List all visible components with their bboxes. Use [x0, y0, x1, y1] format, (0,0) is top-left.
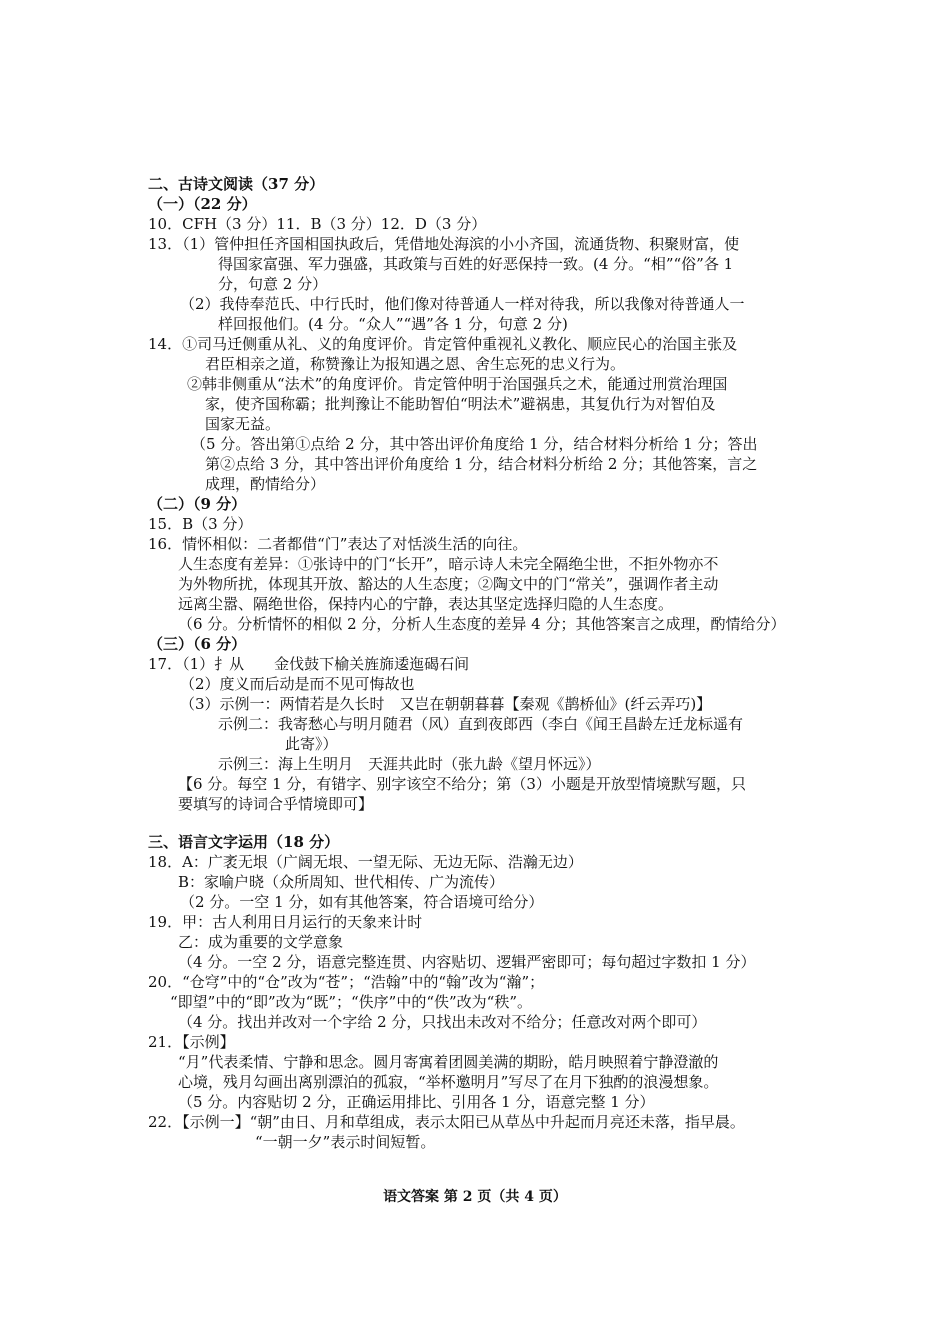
- answer-line: 家，使齐国称霸；批判豫让不能助智伯“明法术”避祸患，其复仇行为对智伯及: [205, 395, 716, 413]
- answer-line: 18．A：广袤无垠（广阔无垠、一望无际、无边无际、浩瀚无边）: [148, 853, 583, 871]
- answer-line: 16．情怀相似：二者都借“门”表达了对恬淡生活的向往。: [148, 535, 528, 553]
- scoring-note: 要填写的诗词合乎情境即可】: [178, 795, 374, 813]
- answer-line: 21．【示例】: [148, 1033, 235, 1051]
- scoring-note: （4 分。找出并改对一个字给 2 分，只找出未改对不给分；任意改对两个即可）: [178, 1013, 707, 1031]
- page-footer: 语文答案 第 2 页（共 4 页）: [383, 1189, 567, 1205]
- answer-line: 17．（1）扌从 金伐鼓下榆关旌旆逶迤碣石间: [148, 655, 470, 673]
- scoring-note: （5 分。内容贴切 2 分，正确运用排比、引用各 1 分，语意完整 1 分）: [178, 1093, 655, 1111]
- section-heading: 二、古诗文阅读（37 分）: [148, 175, 325, 193]
- section-heading: 三、语言文字运用（18 分）: [148, 833, 340, 851]
- scoring-note: （4 分。一空 2 分，语意完整连贯、内容贴切、逻辑严密即可；每句超过字数扣 1 分）: [178, 953, 756, 971]
- answer-line: 为外物所扰，体现其开放、豁达的人生态度；②陶文中的门“常关”，强调作者主动: [178, 575, 719, 593]
- answer-line: 乙：成为重要的文学意象: [178, 933, 344, 951]
- scoring-note: （2 分。一空 1 分，如有其他答案，符合语境可给分）: [180, 893, 544, 911]
- subsection-heading: （一）（22 分）: [148, 195, 257, 213]
- answer-line: 10．CFH（3 分）11．B（3 分）12．D（3 分）: [148, 215, 487, 233]
- answer-line: 得国家富强、军力强盛，其政策与百姓的好恶保持一致。(4 分。“相”“俗”各 1: [218, 255, 734, 273]
- answer-line: 15．B（3 分）: [148, 515, 253, 533]
- answer-line: 14．①司马迁侧重从礼、义的角度评价。肯定管仲重视礼义教化、顺应民心的治国主张及: [148, 335, 738, 353]
- answer-line: 22．【示例一】“朝”由日、月和草组成，表示太阳已从草丛中升起而月亮还未落，指早晨。: [148, 1113, 745, 1131]
- answer-line: “月”代表柔情、宁静和思念。圆月寄寓着团圆美满的期盼，皓月映照着宁静澄澈的: [178, 1053, 719, 1071]
- answer-line: 分，句意 2 分）: [218, 275, 328, 293]
- answer-line: 20．“仓穹”中的“仓”改为“苍”；“浩翰”中的“翰”改为“瀚”；: [148, 973, 545, 991]
- answer-line: 19．甲：古人利用日月运行的天象来计时: [148, 913, 423, 931]
- answer-line: （2）我侍奉范氏、中行氏时，他们像对待普通人一样对待我，所以我像对待普通人一: [180, 295, 745, 313]
- answer-line: 示例三：海上生明月 天涯共此时（张九龄《望月怀远》）: [218, 755, 601, 773]
- scoring-note: 【6 分。每空 1 分，有错字、别字该空不给分；第（3）小题是开放型情境默写题，只: [178, 775, 746, 793]
- answer-line: ②韩非侧重从“法术”的角度评价。肯定管仲明于治国强兵之术，能通过刑赏治理国: [187, 375, 728, 393]
- answer-line: （2）度义而后动是而不见可悔故也: [180, 675, 415, 693]
- answer-line: 样回报他们。(4 分。“众人”“遇”各 1 分，句意 2 分): [218, 315, 568, 333]
- scoring-note: 第②点给 3 分，其中答出评价角度给 1 分，结合材料分析给 2 分；其他答案，言之: [205, 455, 758, 473]
- answer-line: 远离尘嚣、隔绝世俗，保持内心的宁静，表达其坚定选择归隐的人生态度。: [178, 595, 674, 613]
- answer-line: 人生态度有差异：①张诗中的门“长开”，暗示诗人未完全隔绝尘世，不拒外物亦不: [178, 555, 719, 573]
- answer-line: 13．（1）管仲担任齐国相国执政后，凭借地处海滨的小小齐国，流通货物、积聚财富，使: [148, 235, 740, 253]
- answer-line: 君臣相亲之道，称赞豫让为报知遇之恩、舍生忘死的忠义行为。: [205, 355, 626, 373]
- scoring-note: 成理，酌情给分）: [205, 475, 326, 493]
- subsection-heading: （三）（6 分）: [148, 635, 247, 653]
- answer-line: “一朝一夕”表示时间短暂。: [255, 1133, 436, 1151]
- answer-line: “即望”中的“即”改为“既”；“佚序”中的“佚”改为“秩”。: [170, 993, 533, 1011]
- subsection-heading: （二）（9 分）: [148, 495, 247, 513]
- answer-line: 此寄》）: [285, 735, 338, 753]
- scoring-note: （6 分。分析情怀的相似 2 分，分析人生态度的差异 4 分；其他答案言之成理，酌情给分）: [178, 615, 786, 633]
- scoring-note: （5 分。答出第①点给 2 分，其中答出评价角度给 1 分，结合材料分析给 1 分；答出: [191, 435, 758, 453]
- answer-line: 心境，残月勾画出离别漂泊的孤寂，“举杯邀明月”写尽了在月下独酌的浪漫想象。: [178, 1073, 719, 1091]
- answer-line: （3）示例一：两情若是久长时 又岂在朝朝暮暮【秦观《鹊桥仙》(纤云弄巧)】: [180, 695, 712, 713]
- answer-line: B：家喻户晓（众所周知、世代相传、广为流传）: [178, 873, 505, 891]
- answer-line: 国家无益。: [205, 415, 281, 433]
- answer-line: 示例二：我寄愁心与明月随君（风）直到夜郎西（李白《闻王昌龄左迁龙标遥有: [218, 715, 744, 733]
